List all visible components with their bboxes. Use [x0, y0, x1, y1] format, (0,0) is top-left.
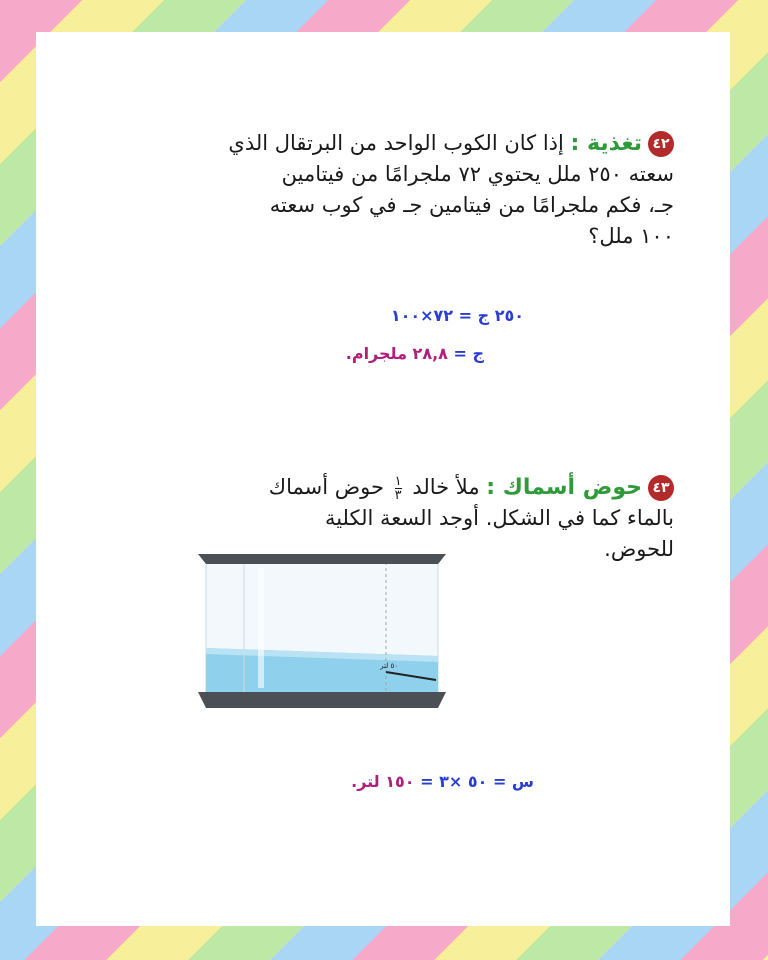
- problem-topic: حوض أسماك :: [486, 475, 642, 500]
- problem-topic: تغذية :: [570, 131, 642, 156]
- fraction: [395, 475, 402, 502]
- problem-43-line-1: [174, 472, 674, 503]
- problem-text-line: للحوض.: [604, 537, 674, 561]
- fish-tank-figure: [198, 550, 448, 715]
- problem-text-line: إذا كان الكوب الواحد من البرتقال الذي: [228, 131, 564, 155]
- problem-text: حوض أسماك: [268, 475, 384, 499]
- problem-text-line: سعته ٢٥٠ ملل يحتوي ٧٢ ملجرامًا من فيتامين: [281, 162, 674, 186]
- problem-text-line: جـ، فكم ملجرامًا من فيتامين جـ في كوب سعته: [269, 193, 674, 217]
- fraction-numerator: ١: [394, 473, 402, 489]
- tank-lid: [198, 554, 446, 564]
- problem-text-line: ١٠٠ ملل؟: [588, 224, 674, 248]
- problem-text-line: بالماء كما في الشكل. أوجد السعة الكلية: [324, 506, 674, 530]
- solution-prefix: س = ٥٠ ×٣ =: [414, 772, 534, 791]
- glass-reflection: [258, 568, 264, 688]
- solution-equation: [391, 306, 524, 325]
- problem-number-badge: ٤٢: [648, 131, 674, 157]
- problem-42-line-1: [154, 128, 674, 159]
- solution-line-1: ٢٥٠ ج = ٧٢×١٠٠: [390, 306, 524, 325]
- solution-prefix: ج =: [447, 344, 484, 363]
- figure-label: ٥٠ لتر: [380, 662, 398, 670]
- tank-base: [198, 692, 446, 708]
- problem-text: ملأ خالد: [412, 475, 480, 499]
- page-sheet: [36, 32, 730, 926]
- solution-answer: [351, 772, 534, 791]
- solution-value: ١٥٠ لتر.: [351, 772, 415, 791]
- solution-value: ٢٨,٨ ملجرام.: [345, 344, 448, 363]
- problem-42: [154, 128, 674, 252]
- solution-answer: [346, 344, 484, 363]
- fraction-denominator: ٣: [394, 487, 402, 503]
- problem-number-badge: ٤٣: [648, 475, 674, 501]
